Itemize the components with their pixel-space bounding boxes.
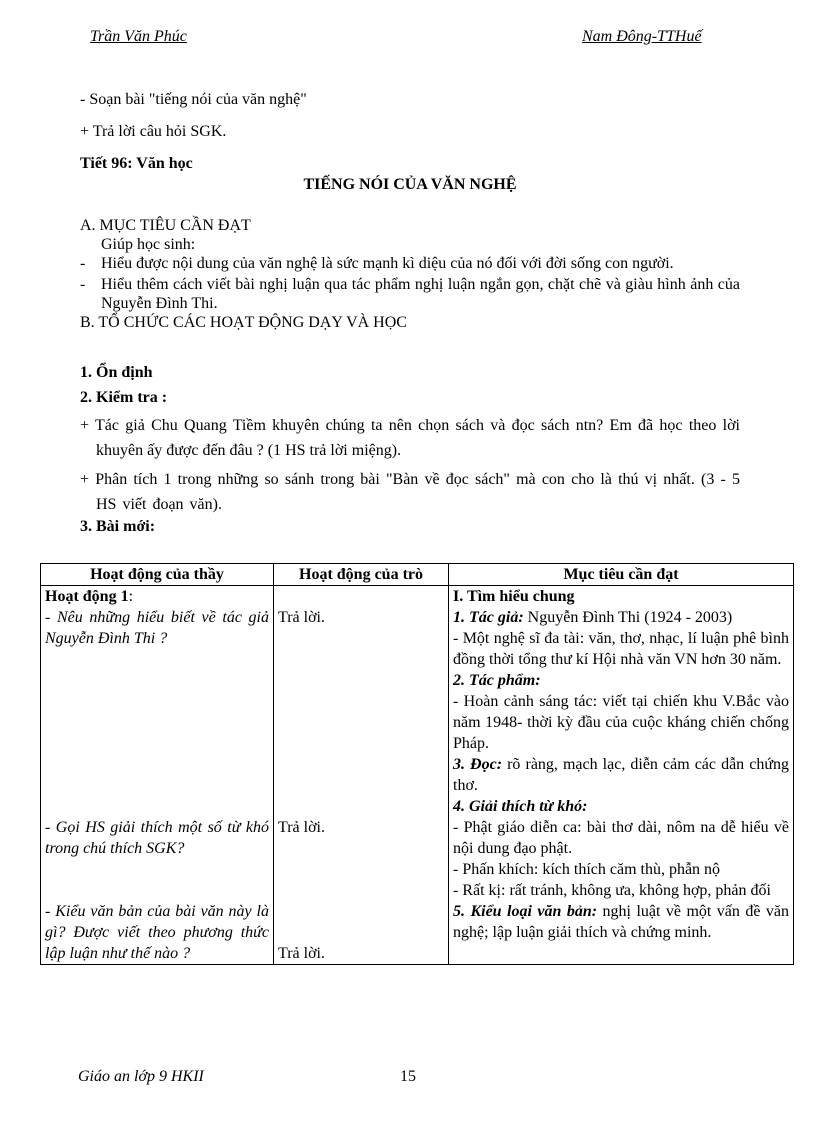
student-answer-2: Trả lời. (278, 819, 325, 836)
table-row (41, 586, 794, 965)
activity-heading: Hoạt động 1: (45, 588, 134, 605)
check-item: + Tác giả Chu Quang Tiềm khuyên chúng ta nên chọn sách và đọc sách ntn? Em đã học theo lời khuyên ấy được đến đâu ? (1 HS trả lời miệng). (80, 417, 740, 459)
goals-work-label: 2. Tác phẩm: (453, 672, 541, 689)
section-a-item (80, 275, 740, 313)
teacher-question-2: - Gọi HS giải thích một số từ khó trong chú thích SGK? (45, 819, 269, 857)
header-author: Trần Văn Phúc (90, 28, 187, 45)
step-1: 1. Ổn định (80, 364, 153, 381)
goals-work-desc: - Hoàn cảnh sáng tác: viết tại chiến khu V.Bắc vào năm 1948- thời kỳ đầu của cuộc kháng chiến chống Pháp. (453, 693, 789, 752)
bullet-dash: - (80, 255, 86, 272)
goals-word-2: - Phấn khích: kích thích căm thù, phẫn nộ (453, 861, 721, 878)
page-number: 15 (400, 1068, 416, 1085)
section-b-heading: B. TỔ CHỨC CÁC HOẠT ĐỘNG DẠY VÀ HỌC (80, 314, 407, 331)
prep-line-1: - Soạn bài "tiếng nói của văn nghệ" (80, 91, 307, 108)
student-cell (274, 586, 449, 965)
goals-cell (449, 586, 794, 965)
section-a-item-text: Hiểu được nội dung của văn nghệ là sức mạnh kì diệu của nó đối với đời sống con người. (101, 255, 674, 272)
goals-word-1: - Phật giáo diễn ca: bài thơ dài, nôm na dễ hiểu về nội dung đạo phật. (453, 819, 789, 857)
student-answer-3: Trả lời. (278, 945, 325, 962)
spacer (278, 838, 444, 943)
header-location: Nam Đông-TTHuế (582, 28, 702, 45)
goals-type: 5. Kiểu loại văn bản: nghị luật về một vấn đề văn nghệ; lập luận giải thích và chứng minh. (453, 903, 790, 941)
prep-line-2: + Trả lời câu hỏi SGK. (80, 123, 227, 140)
teacher-question-1: - Nêu những hiểu biết về tác giả Nguyễn Đình Thi ? (45, 609, 269, 647)
lesson-label: Tiết 96: Văn học (80, 155, 193, 172)
goals-author-desc: - Một nghệ sĩ đa tài: văn, thơ, nhạc, lí luận phê bình đồng thời tổng thư kí Hội nhà văn VN hơn 30 năm. (453, 630, 789, 668)
step-2: 2. Kiểm tra : (80, 389, 168, 406)
spacer (453, 943, 789, 955)
spacer (278, 586, 444, 607)
goals-words-label: 4. Giải thích từ khó: (453, 798, 588, 815)
teacher-cell (41, 586, 274, 965)
bullet-dash: - (80, 276, 86, 293)
check-item: + Phân tích 1 trong những so sánh trong bài "Bàn về đọc sách" mà con cho là thú vị nhất. (3 - 5 HS viết đoạn văn). (80, 471, 740, 513)
section-a (80, 216, 740, 332)
section-a-heading: A. MỤC TIÊU CẦN ĐẠT (80, 217, 251, 234)
teacher-question-3: - Kiểu văn bản của bài văn này là gì? Được viết theo phương thức lập luận như thế nào ? (45, 903, 269, 962)
spacer (45, 649, 269, 817)
spacer (45, 859, 269, 901)
step-3: 3. Bài mới: (80, 518, 156, 535)
lesson-title: TIẾNG NÓI CỦA VĂN NGHỆ (303, 176, 517, 193)
lesson-table (40, 563, 794, 965)
col-header-teacher: Hoạt động của thầy (41, 564, 274, 586)
section-a-item-text: Hiểu thêm cách viết bài nghị luận qua tác phẩm nghị luận ngắn gọn, chặt chẽ và giàu hình ảnh của Nguyễn Đình Thi. (101, 276, 740, 312)
col-header-student: Hoạt động của trò (274, 564, 449, 586)
check-list (80, 413, 740, 517)
footer-title: Giáo an lớp 9 HKII (78, 1068, 204, 1085)
goals-author: 1. Tác giả: Nguyễn Đình Thi (1924 - 2003) (453, 609, 733, 626)
section-a-item (80, 254, 740, 273)
section-a-intro: Giúp học sinh: (101, 236, 196, 253)
student-answer-1: Trả lời. (278, 609, 325, 626)
goals-read: 3. Đọc: rõ ràng, mạch lạc, diễn cảm các dẫn chứng thơ. (453, 756, 789, 794)
table-header-row (41, 564, 794, 586)
spacer (278, 628, 444, 817)
goals-section-title: I. Tìm hiểu chung (453, 588, 575, 605)
col-header-goals: Mục tiêu cần đạt (449, 564, 794, 586)
goals-word-3: - Rất kị: rất tránh, không ưa, không hợp, phản đối (453, 882, 771, 899)
